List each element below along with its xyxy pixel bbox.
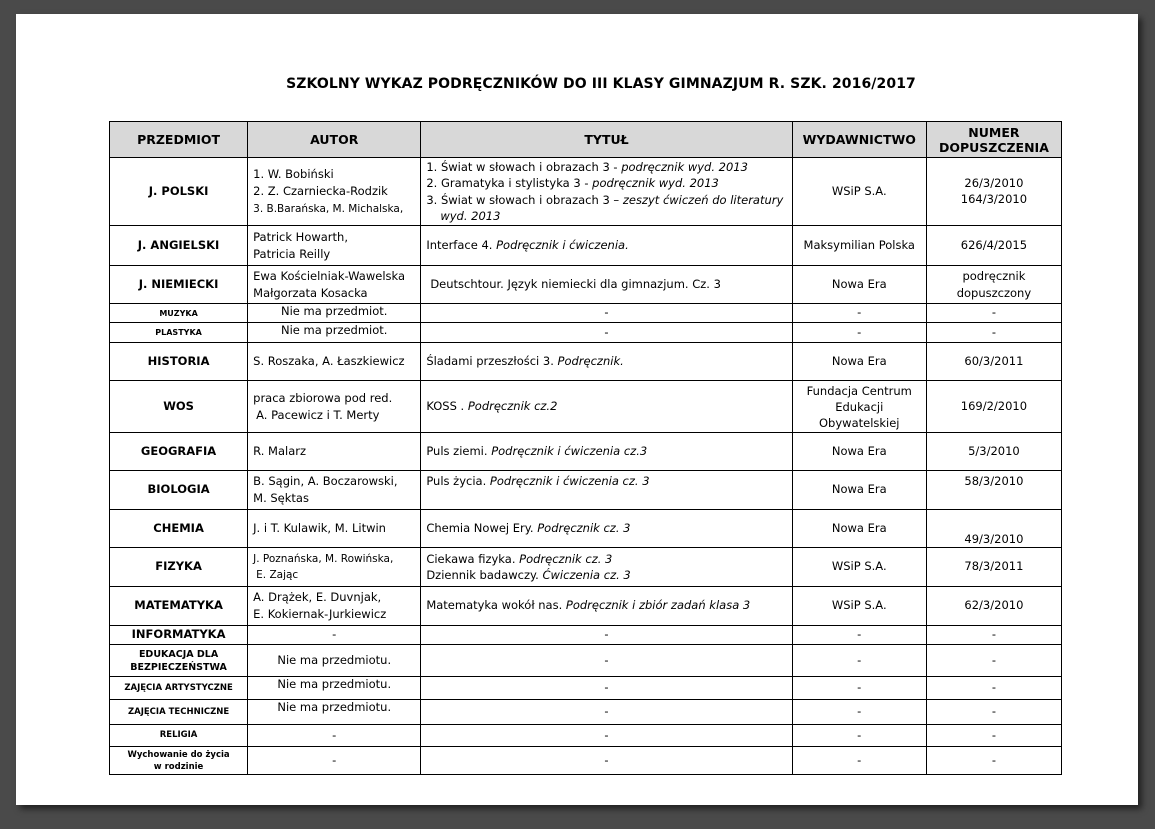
publisher-cell: [792, 381, 926, 433]
subject-cell: HISTORIA: [110, 343, 248, 381]
table-row: [110, 266, 1062, 304]
author-cell: Nie ma przedmiotu.: [248, 677, 421, 700]
publisher-line: Fundacja Centrum: [806, 383, 912, 398]
subject-cell: FIZYKA: [110, 548, 248, 587]
author-cell: J. i T. Kulawik, M. Litwin: [248, 510, 421, 548]
subject-cell: MATEMATYKA: [110, 587, 248, 626]
number-cell: 58/3/2010: [926, 471, 1061, 510]
table-row: [110, 433, 1062, 471]
number-cell: [926, 158, 1061, 226]
title-italic: Podręcznik i ćwiczenia cz.3: [491, 443, 648, 458]
subject-cell: GEOGRAFIA: [110, 433, 248, 471]
title-cell: Deutschtour. Język niemiecki dla gimnazjum. Cz. 3: [421, 266, 792, 304]
table-row: [110, 510, 1062, 548]
author-cell: Nie ma przedmiotu.: [248, 700, 421, 725]
title-italic: Podręcznik i zbiór zadań klasa 3: [565, 598, 751, 613]
author-line: 2. Z. Czarniecka-Rodzik: [253, 183, 388, 198]
number-line: dopuszczony: [956, 285, 1032, 300]
table-row: [110, 304, 1062, 323]
table-row: [110, 626, 1062, 645]
author-cell: [248, 226, 421, 266]
title-cell: [421, 471, 792, 510]
author-line: praca zbiorowa pod red.: [253, 390, 393, 405]
title-cell: -: [421, 747, 792, 775]
header-wydawnictwo: WYDAWNICTWO: [792, 122, 926, 158]
number-cell: [926, 266, 1061, 304]
author-line: 3. B.Barańska, M. Michalska,: [253, 202, 404, 215]
publisher-cell: -: [792, 304, 926, 323]
author-cell: Nie ma przedmiotu.: [248, 645, 421, 677]
title-line-plain: 1. Świat w słowach i obrazach 3 -: [426, 159, 622, 174]
table-header-row: [110, 122, 1062, 158]
number-cell: -: [926, 304, 1061, 323]
header-numer-line2: DOPUSZCZENIA: [938, 139, 1049, 155]
author-cell: S. Roszaka, A. Łaszkiewicz: [248, 343, 421, 381]
subject-cell: MUZYKA: [110, 304, 248, 323]
title-cell: -: [421, 677, 792, 700]
number-cell: 5/3/2010: [926, 433, 1061, 471]
publisher-cell: Maksymilian Polska: [792, 226, 926, 266]
author-line: A. Drążek, E. Duvnjak,: [253, 590, 382, 604]
author-cell: [248, 587, 421, 626]
title-cell: -: [421, 700, 792, 725]
number-cell: 626/4/2015: [926, 226, 1061, 266]
document-page: [16, 14, 1138, 805]
number-cell: -: [926, 700, 1061, 725]
title-plain: Interface 4.: [426, 237, 497, 252]
publisher-cell: Nowa Era: [792, 433, 926, 471]
title-cell: [421, 433, 792, 471]
author-line: A. Pacewicz i T. Merty: [256, 407, 380, 422]
author-line: Patricia Reilly: [253, 246, 331, 261]
title-cell: [421, 381, 792, 433]
table-row: [110, 471, 1062, 510]
author-cell: R. Malarz: [248, 433, 421, 471]
header-tytul: TYTUŁ: [421, 122, 792, 158]
author-cell: -: [248, 626, 421, 645]
table-row: [110, 645, 1062, 677]
author-line: Patrick Howarth,: [253, 229, 348, 244]
author-line: E. Zając: [256, 569, 299, 581]
title-cell: -: [421, 626, 792, 645]
subject-cell: J. POLSKI: [110, 158, 248, 226]
author-line: M. Sęktas: [253, 491, 309, 505]
publisher-cell: -: [792, 645, 926, 677]
author-cell: [248, 158, 421, 226]
title-italic: Podręcznik i ćwiczenia cz. 3: [489, 474, 650, 488]
table-row: [110, 677, 1062, 700]
document-title: SZKOLNY WYKAZ PODRĘCZNIKÓW DO III KLASY GIMNAZJUM R. SZK. 2016/2017: [286, 76, 916, 92]
title-plain: Dziennik badawczy.: [426, 568, 543, 582]
subject-line: Wychowanie do życia: [127, 749, 230, 760]
title-cell: -: [421, 304, 792, 323]
publisher-cell: WSiP S.A.: [792, 548, 926, 587]
title-plain: Matematyka wokół nas.: [426, 598, 566, 613]
number-line: 26/3/2010: [964, 176, 1024, 190]
textbook-table: [109, 121, 1062, 775]
title-line-plain: 2. Gramatyka i stylistyka 3 -: [426, 176, 593, 190]
author-cell: -: [248, 747, 421, 775]
number-cell: -: [926, 645, 1061, 677]
title-italic: Podręcznik cz. 3: [519, 552, 613, 566]
number-cell: -: [926, 626, 1061, 645]
header-przedmiot: PRZEDMIOT: [110, 122, 248, 158]
author-line: Małgorzata Kosacka: [253, 285, 368, 300]
subject-line: BEZPIECZEŃSTWA: [130, 661, 227, 673]
publisher-cell: WSiP S.A.: [792, 587, 926, 626]
title-cell: [421, 510, 792, 548]
publisher-line: Edukacji: [835, 399, 884, 414]
title-plain: Śladami przeszłości 3.: [426, 353, 558, 368]
publisher-cell: -: [792, 323, 926, 343]
table-row: [110, 323, 1062, 343]
subject-cell: [110, 645, 248, 677]
table-row: [110, 747, 1062, 775]
title-italic: Ćwiczenia cz. 3: [542, 568, 631, 582]
publisher-cell: -: [792, 700, 926, 725]
table-row: [110, 725, 1062, 747]
publisher-cell: Nowa Era: [792, 266, 926, 304]
publisher-cell: -: [792, 626, 926, 645]
number-cell: 62/3/2010: [926, 587, 1061, 626]
publisher-cell: WSiP S.A.: [792, 158, 926, 226]
subject-cell: WOS: [110, 381, 248, 433]
header-autor: AUTOR: [248, 122, 421, 158]
subject-line: w rodzinie: [153, 761, 204, 772]
table-row: [110, 587, 1062, 626]
table-row: [110, 226, 1062, 266]
subject-cell: ZAJĘCIA ARTYSTYCZNE: [110, 677, 248, 700]
author-line: B. Sągin, A. Boczarowski,: [253, 474, 398, 488]
author-line: Ewa Kościelniak-Wawelska: [253, 268, 406, 283]
number-cell: -: [926, 747, 1061, 775]
title-cell: [421, 158, 792, 226]
number-cell: 60/3/2011: [926, 343, 1061, 381]
subject-cell: INFORMATYKA: [110, 626, 248, 645]
header-numer-line1: NUMER: [968, 124, 1020, 140]
title-plain: KOSS .: [426, 398, 468, 413]
subject-line: EDUKACJA DLA: [138, 648, 219, 660]
author-line: 1. W. Bobiński: [253, 166, 334, 181]
title-line-plain: 3. Świat w słowach i obrazach 3 –: [426, 192, 623, 207]
title-cell: [421, 587, 792, 626]
title-line-italic: zeszyt ćwiczeń do literatury: [622, 192, 784, 207]
number-cell: 49/3/2010: [926, 510, 1061, 548]
title-cell: -: [421, 645, 792, 677]
subject-cell: PLASTYKA: [110, 323, 248, 343]
title-cell: [421, 548, 792, 587]
subject-cell: CHEMIA: [110, 510, 248, 548]
number-cell: 78/3/2011: [926, 548, 1061, 587]
header-numer: [926, 122, 1061, 158]
title-italic: Podręcznik cz. 3: [537, 520, 631, 535]
title-cell: -: [421, 323, 792, 343]
publisher-cell: -: [792, 725, 926, 747]
author-cell: Nie ma przedmiot.: [248, 323, 421, 343]
table-row: [110, 700, 1062, 725]
table-row: [110, 548, 1062, 587]
author-cell: [248, 381, 421, 433]
table-row: [110, 343, 1062, 381]
publisher-cell: -: [792, 747, 926, 775]
subject-cell: RELIGIA: [110, 725, 248, 747]
title-italic: Podręcznik cz.2: [467, 398, 558, 413]
number-line: podręcznik: [962, 268, 1026, 283]
number-cell: -: [926, 323, 1061, 343]
subject-cell: BIOLOGIA: [110, 471, 248, 510]
title-italic: Podręcznik.: [557, 353, 624, 368]
number-cell: -: [926, 725, 1061, 747]
author-cell: [248, 548, 421, 587]
title-plain: Ciekawa fizyka.: [426, 552, 520, 566]
title-cell: [421, 226, 792, 266]
author-cell: [248, 471, 421, 510]
table-row: [110, 158, 1062, 226]
author-cell: [248, 266, 421, 304]
author-line: E. Kokiernak-Jurkiewicz: [253, 607, 387, 621]
title-line-italic: podręcznik wyd. 2013: [592, 176, 719, 190]
title-line-italic: wyd. 2013: [440, 209, 501, 223]
subject-cell: ZAJĘCIA TECHNICZNE: [110, 700, 248, 725]
publisher-cell: -: [792, 677, 926, 700]
title-plain: Chemia Nowej Ery.: [426, 520, 538, 535]
publisher-cell: Nowa Era: [792, 471, 926, 510]
author-cell: Nie ma przedmiot.: [248, 304, 421, 323]
publisher-cell: Nowa Era: [792, 343, 926, 381]
publisher-line: Obywatelskiej: [819, 415, 900, 430]
author-cell: -: [248, 725, 421, 747]
subject-cell: [110, 747, 248, 775]
publisher-cell: Nowa Era: [792, 510, 926, 548]
subject-cell: J. ANGIELSKI: [110, 226, 248, 266]
title-plain: Puls ziemi.: [426, 443, 492, 458]
title-italic: Podręcznik i ćwiczenia.: [496, 237, 629, 252]
title-plain: Puls życia.: [426, 474, 490, 488]
author-line: J. Poznańska, M. Rowińska,: [253, 553, 394, 565]
title-cell: -: [421, 725, 792, 747]
number-cell: -: [926, 677, 1061, 700]
number-line: 164/3/2010: [960, 191, 1028, 206]
number-cell: 169/2/2010: [926, 381, 1061, 433]
subject-cell: J. NIEMIECKI: [110, 266, 248, 304]
table-row: [110, 381, 1062, 433]
title-line-italic: podręcznik wyd. 2013: [621, 159, 748, 174]
title-cell: [421, 343, 792, 381]
